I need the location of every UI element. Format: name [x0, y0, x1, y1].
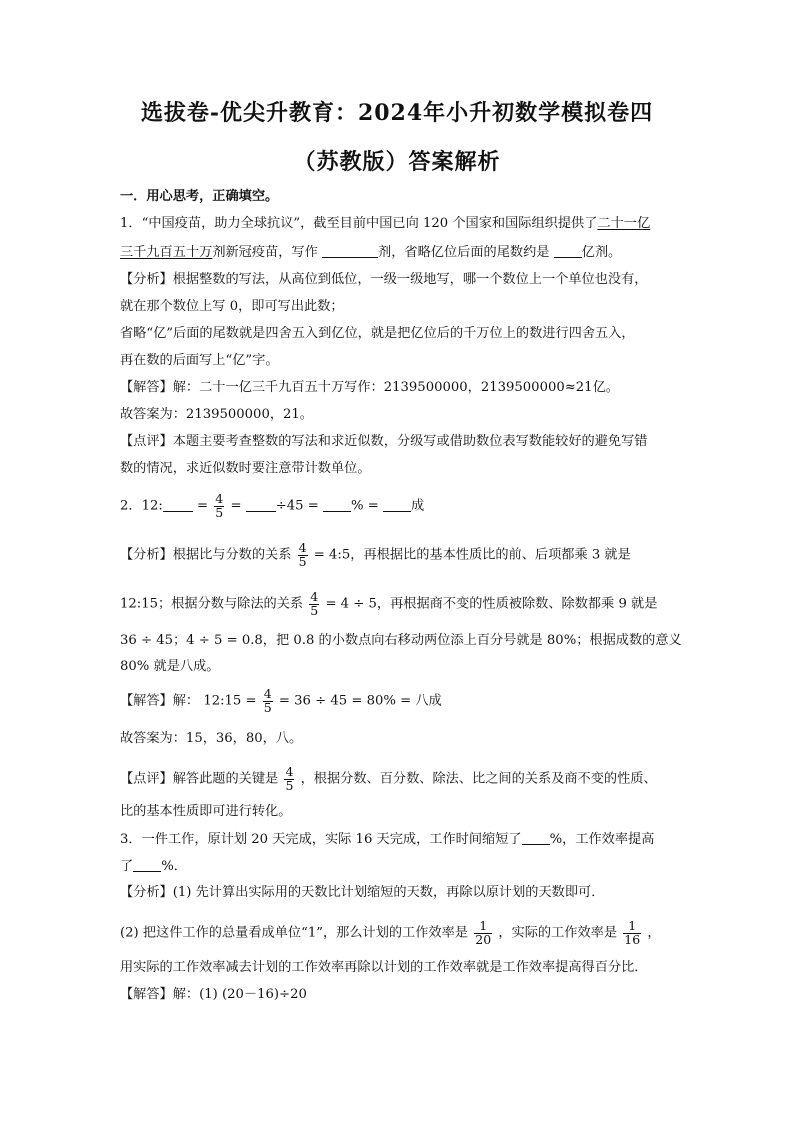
q1-answer-1: 【解答】解：二十一亿三千九百五十万写作：2139500000，2139500000≈21亿。 [120, 380, 619, 395]
q2-answer-line: 【解答】解： 12:15 = $\frac{4}{5}$ = 36 ÷ 45 = 80% = 八成 [120, 686, 442, 715]
q2-comment-line1: 【点评】解答此题的关键是 $\frac{4}{5}$ ，根据分数、百分数、除法、比之间的关系及商不变的性质、 [120, 764, 657, 793]
document-title-line2: （苏教版）答案解析 [293, 149, 501, 175]
q2-blank-2[interactable] [246, 499, 276, 512]
q2-answer-fraction: $\frac{4}{5}$ [263, 686, 272, 715]
q1-analysis-2: 就在那个数位上写 0，即可写出此数； [120, 299, 344, 314]
q2-comment-fraction: $\frac{4}{5}$ [285, 764, 294, 793]
q2-analysis-fraction-1: $\frac{4}{5}$ [298, 540, 307, 569]
q3-analysis-1: 【分析】(1) 先计算出实际用的天数比计划缩短的天数，再除以原计划的天数即可． [120, 885, 605, 900]
q2-analysis-line1: 【分析】根据比与分数的关系 $\frac{4}{5}$ = 4:5，再根据比的基本性质比的前、后项都乘 3 就是 [120, 540, 631, 569]
q1-analysis-1: 【分析】根据整数的写法，从高位到低位，一级一级地写，哪一个数位上一个单位也没有， [120, 272, 648, 287]
q1-underlined-number-b: 三千九百五十万 [120, 245, 213, 260]
q1-blank-1[interactable] [322, 245, 378, 258]
document-title-line1: 选拔卷-优尖升教育：2024年小升初数学模拟卷四 [140, 100, 654, 126]
q1-underlined-number-a: 二十一亿 [597, 216, 651, 231]
q2-answer-2: 故答案为：15，36，80，八。 [120, 731, 303, 746]
q2-analysis-line2: 12:15；根据分数与除法的关系 $\frac{4}{5}$ = 4 ÷ 5，再根据商不变的性质被除数、除数都乘 9 就是 [120, 589, 658, 618]
q1-answer-2: 故答案为：2139500000，21。 [120, 407, 313, 422]
q2-analysis-line4: 80% 就是八成。 [120, 659, 220, 674]
q1-comment-1: 【点评】本题主要考查整数的写法和求近似数，分级写或借助数位表写数能较好的避免写错 [120, 434, 648, 449]
q2-blank-3[interactable] [323, 499, 351, 512]
q2-blank-1[interactable] [163, 499, 193, 512]
q1-blank-2[interactable] [554, 245, 582, 258]
q3-blank-2[interactable] [133, 859, 161, 872]
q3-stem-line1: 3．一件工作，原计划 20 天完成，实际 16 天完成，工作时间缩短了 %，工作效率提高 [120, 832, 655, 847]
q3-fraction-actual: $\frac{1}{16}$ [624, 918, 641, 947]
q1-analysis-3: 省略“亿”后面的尾数就是四舍五入到亿位，就是把亿位后的千万位上的数进行四舍五入， [120, 326, 635, 341]
q3-stem-line2: 了 %． [120, 859, 187, 874]
q3-answer-1: 【解答】解：(1) (20－16)÷20 [120, 987, 307, 1002]
q1-stem-line2: 三千九百五十万剂新冠疫苗，写作 剂，省略亿位后面的尾数约是 亿剂。 [120, 245, 622, 260]
section-heading: 一．用心思考，正确填空。 [120, 189, 279, 204]
q2-analysis-fraction-2: $\frac{4}{5}$ [310, 589, 319, 618]
q2-analysis-line3: 36 ÷ 45；4 ÷ 5 = 0.8，把 0.8 的小数点向右移动两位添上百分号就是 80%；根据成数的意义 [120, 633, 682, 648]
q1-comment-2: 数的情况，求近似数时要注意带计数单位。 [120, 461, 371, 476]
q3-fraction-planned: $\frac{1}{20}$ [475, 918, 492, 947]
q2-comment-line2: 比的基本性质即可进行转化。 [120, 804, 292, 819]
q2-blank-4[interactable] [383, 499, 411, 512]
q3-blank-1[interactable] [522, 832, 550, 845]
q3-analysis-3: 用实际的工作效率减去计划的工作效率再除以计划的工作效率就是工作效率提高得百分比． [120, 960, 648, 975]
q3-analysis-line2: (2) 把这件工作的总量看成单位“1”，那么计划的工作效率是 $\frac{1}{20}$ ，实际的工作效率是 $\frac{1}{16}$ ， [120, 918, 661, 947]
q1-stem-line1: 1．“中国疫苗，助力全球抗议”，截至目前中国已向 120 个国家和国际组织提供了二十一亿 [120, 216, 651, 231]
q1-analysis-4: 再在数的后面写上“亿”字。 [120, 353, 279, 368]
q2-fraction: $\frac{4}{5}$ [215, 491, 224, 520]
q2-stem: 2．12: = $\frac{4}{5}$ = ÷45 = % = 成 [120, 491, 425, 520]
